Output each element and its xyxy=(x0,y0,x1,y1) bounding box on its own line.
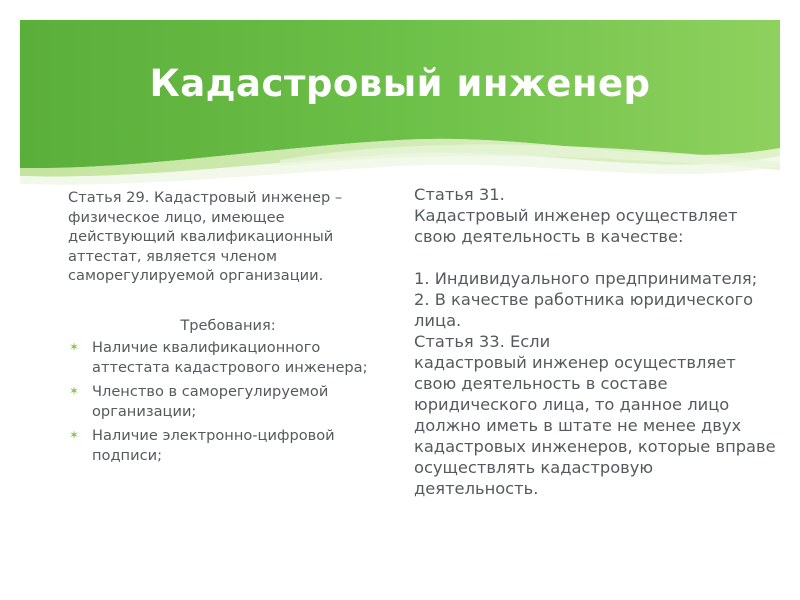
list-item xyxy=(68,426,388,465)
requirement-text: Наличие электронно-цифровой подписи; xyxy=(92,427,335,464)
right-column xyxy=(414,184,776,499)
star-bullet-icon: ✶ xyxy=(69,428,80,442)
article-31-text: Кадастровый инженер осуществляет свою деятельность в качестве: xyxy=(414,206,738,246)
requirements-list xyxy=(68,338,388,465)
article-29-text: Статья 29. Кадастровый инженер – физическое лицо, имеющее действующий квалификационный аттестат, является членом саморегулируемой организации. xyxy=(68,189,343,284)
requirement-text: Наличие квалификационного аттестата кадастрового инженера; xyxy=(92,339,368,376)
list-item xyxy=(68,338,388,377)
spacer xyxy=(414,247,776,268)
article-33-heading: Статья 33. Если xyxy=(414,332,551,351)
requirement-text: Членство в саморегулируемой организации; xyxy=(92,383,329,420)
article-31-heading: Статья 31. xyxy=(414,185,505,204)
slide xyxy=(20,20,780,580)
star-bullet-icon: ✶ xyxy=(69,340,80,354)
option-2-text: 2. В качестве работника юридического лица. xyxy=(414,290,754,330)
article-33-text: кадастровый инженер осуществляет свою деятельность в составе юридического лица, то данное лицо должно иметь в штате не менее двух кадастровых инженеров, которые вправе осуществлять кадастровую деятельность. xyxy=(414,353,776,498)
star-bullet-icon: ✶ xyxy=(69,384,80,398)
requirements-heading: Требования: xyxy=(180,316,276,334)
option-1-text: 1. Индивидуального предпринимателя; xyxy=(414,269,758,288)
list-item xyxy=(68,382,388,421)
left-column xyxy=(68,188,388,470)
slide-title: Кадастровый инженер xyxy=(149,62,651,105)
